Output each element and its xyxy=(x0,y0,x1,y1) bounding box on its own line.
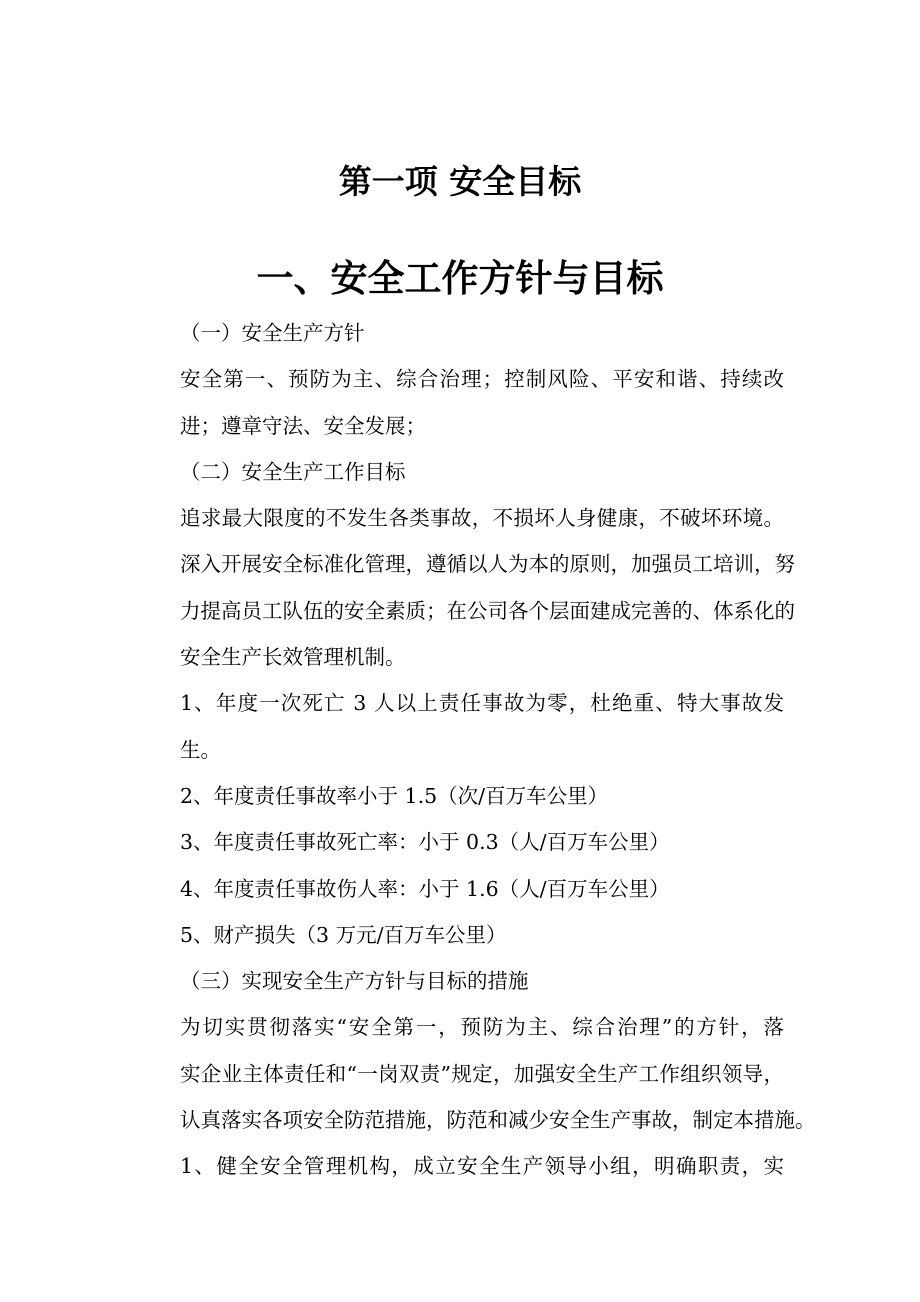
text-line: 3、年度责任事故死亡率：小于 0.3（人/百万车公里） xyxy=(180,830,670,855)
text-line: （三）实现安全生产方针与目标的措施 xyxy=(180,969,529,994)
text-line: 1、年度一次死亡 3 人以上责任事故为零，杜绝重、特大事故发 xyxy=(180,691,784,716)
subheading-safety-policy xyxy=(138,310,784,356)
goal-item-3 xyxy=(138,819,784,865)
text-line: （二）安全生产工作目标 xyxy=(180,459,406,484)
section-title: 一、安全工作方针与目标 xyxy=(256,256,664,300)
paragraph-safety-policy xyxy=(138,356,784,449)
text-line: 认真落实各项安全防范措施，防范和减少安全生产事故，制定本措施。 xyxy=(180,1108,816,1133)
paragraph-safety-goals xyxy=(138,495,795,680)
text-line: 2、年度责任事故率小于 1.5（次/百万车公里） xyxy=(180,783,609,808)
document-title: 第一项 安全目标 xyxy=(338,162,582,201)
text-line: 实企业主体责任和“一岗双责”规定，加强安全生产工作组织领导， xyxy=(180,1061,784,1086)
measure-item-1 xyxy=(138,1143,784,1189)
text-line: 生。 xyxy=(180,737,221,762)
goal-item-1 xyxy=(138,680,784,773)
text-line: 1、健全安全管理机构，成立安全生产领导小组，明确职责，实 xyxy=(180,1154,784,1179)
text-line: 安全第一、预防为主、综合治理；控制风险、平安和谐、持续改 xyxy=(180,367,784,392)
text-line: 力提高员工队伍的安全素质；在公司各个层面建成完善的、体系化的 xyxy=(180,598,795,623)
subheading-measures xyxy=(138,958,784,1004)
text-line: 安全生产长效管理机制。 xyxy=(180,645,406,670)
goal-item-4 xyxy=(138,866,784,912)
goal-item-2 xyxy=(138,773,784,819)
text-line: 进；遵章守法、安全发展； xyxy=(180,413,426,438)
text-line: （一）安全生产方针 xyxy=(180,321,365,345)
paragraph-measures xyxy=(138,1004,816,1143)
goal-item-5 xyxy=(138,912,784,958)
document-body xyxy=(138,310,816,1190)
subheading-safety-goals xyxy=(138,449,784,495)
text-line: 5、财产损失（3 万元/百万车公里） xyxy=(180,922,507,947)
text-line: 4、年度责任事故伤人率：小于 1.6（人/百万车公里） xyxy=(180,876,670,901)
text-line: 追求最大限度的不发生各类事故，不损坏人身健康，不破坏环境。 xyxy=(180,506,784,531)
text-line: 为切实贯彻落实“安全第一，预防为主、综合治理”的方针，落 xyxy=(180,1015,784,1040)
text-line: 深入开展安全标准化管理，遵循以人为本的原则，加强员工培训，努 xyxy=(180,552,795,577)
